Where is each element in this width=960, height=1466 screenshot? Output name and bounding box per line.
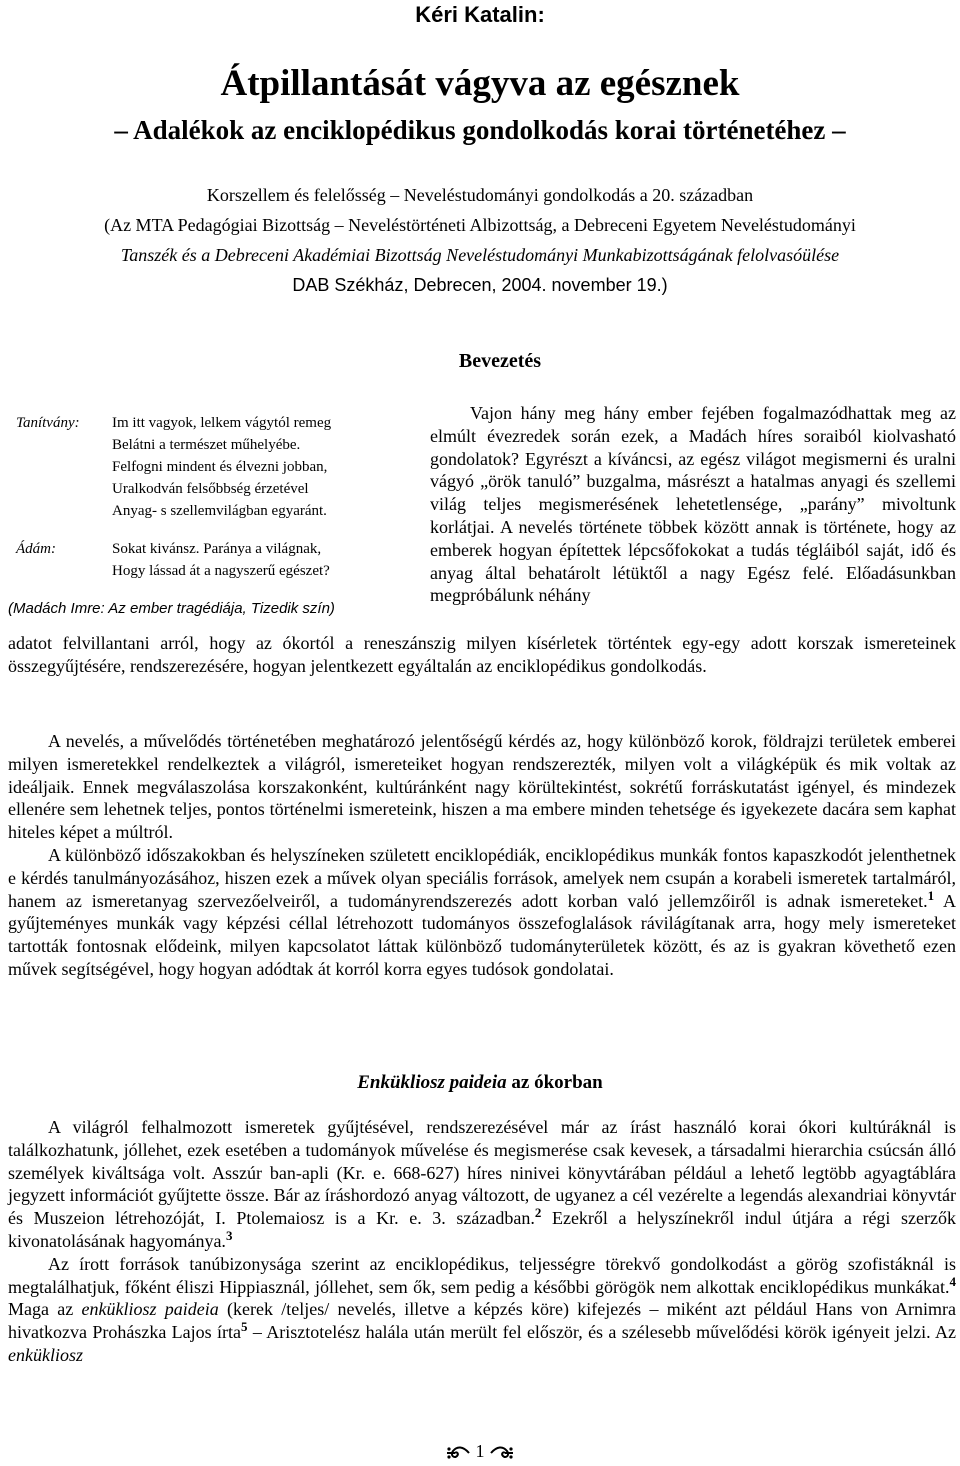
source-line-2: (Az MTA Pedagógiai Bizottság – Neveléstörténeti Albizottság, a Debreceni Egyetem Neveléstudományi <box>104 215 856 235</box>
source-line-1: Korszellem és felelősség – Neveléstudományi gondolkodás a 20. században <box>206 185 754 205</box>
poem-line: Im itt vagyok, lelkem vágytól remeg <box>112 415 332 431</box>
poem-citation: (Madách Imre: Az ember tragédiája, Tizedik szín) <box>8 600 335 617</box>
source-line-3: Tanszék és a Debreceni Akadémiai Bizottság Neveléstudományi Munkabizottságának felolvasóülése <box>120 245 840 265</box>
poem-speaker-1: Tanítvány: <box>16 415 80 431</box>
section-heading-antiquity <box>0 1070 960 1096</box>
paragraph-4 <box>8 1253 956 1367</box>
paragraph-2-text-a: A különböző időszakokban és helyszíneken született enciklopédiák, enciklopédikus munkák fontos kapaszkodót jelenthetnek e kérdés tanulmányozásához, hiszen ezek a művek olyan speciális források, amelyek nem csupán a korabeli ismeretek tartalmáról, hanem az ismeretanyag szervezőelveiről, a tudományrendszerezés adott korban való jellemzőiről is adnak ismereteket. <box>8 844 956 911</box>
footnote-ref-4[interactable]: 4 <box>949 1273 956 1289</box>
intro-continuation-text: adatot felvillantani arról, hogy az ókortól a reneszánszig milyen kísérletek történtek egy-egy adott korszak ismereteinek összegyűjtésére, rendszerezésére, hogyan jelentkezett egyáltalán az enciklopédikus gondolkodás. <box>8 633 956 676</box>
right-ornament-icon <box>489 1444 515 1462</box>
poem-line: Sokat kivánsz. Paránya a világnak, <box>112 541 322 557</box>
paragraph-4-text-b: Maga az <box>8 1299 82 1320</box>
poem-line: Felfogni mindent és élvezni jobban, <box>112 459 328 475</box>
poem-verses-1 <box>112 412 412 522</box>
paragraph-3-text-b: Ezekről a helyszínekről indul útjára a régi szerzők kivonatolásának hagyománya. <box>8 1208 956 1251</box>
paper-subtitle: – Adalékok az enciklopédikus gondolkodás korai történetéhez – <box>114 115 846 145</box>
poem-line: Uralkodván felsőbbség érzetével <box>112 481 309 497</box>
paragraph-2 <box>8 844 956 981</box>
paragraph-3-text-a: A világról felhalmozott ismeretek gyűjtésével, rendszerezésével már az írást használó korai ókori kultúráknál is találkozhatunk, jóllehet, ezek esetében a tudományok művelése és megismerése csak kevesek, a társadalmi hierarchia csúcsán álló személyek kiváltsága volt. Asszúr ban-apli (Kr. e. 668-627) híres ninivei könyvtárában például a lehető legtöbb agyagtáblára jegyzett információt gyűjtette össze. Bár az íráshordozó anyag változott, de ugyanez a cél vezérelte a legendás alexandriai könyvtár és Muszeion létrehozóját, I. Ptolemaiosz is a Kr. e. 3. században. <box>8 1117 956 1229</box>
paragraph-2-text-b: A gyűjteményes munkák vagy képzési céllal létrehozott tudományos összefoglalások rávilágítanak arra, hogy mely ismereteket tartották fontosnak elődeink, milyen kapcsolatot láttak különböző tudományterületek között, és az is gyakran követhető ezen művek segítségével, hogy hogyan adódtak át korról korra egyes tudósok gondolatai. <box>8 890 956 979</box>
intro-continuation <box>8 632 956 678</box>
paragraph-4-term-2: enkükliosz <box>8 1344 83 1365</box>
footnote-ref-5[interactable]: 5 <box>241 1319 248 1335</box>
intro-column <box>430 402 956 607</box>
paragraph-3 <box>8 1116 956 1253</box>
paragraph-4-term: enkükliosz paideia <box>81 1299 219 1320</box>
poem-line: Hogy lássad át a nagyszerű egészet? <box>112 563 330 579</box>
paragraph-4-text-e: – Arisztotelész halála után merült fel először, és a szélesebb művelődési körök igényeit jelzi. Az <box>247 1322 956 1343</box>
body-paragraphs-2 <box>8 1116 956 1367</box>
poem-verses-2 <box>112 538 412 582</box>
body-paragraphs-1 <box>8 730 956 981</box>
paragraph-1: A nevelés, a művelődés történetében meghatározó jelentőségű kérdés az, hogy különböző korok, földrajzi területek emberei milyen ismeretekkel rendelkeztek a világról, ismereteiket hogyan rendszerezték, milyen volt a világképük és mik voltak az ideáljaik. Ennek megválaszolása korszakonként, kultúránként nagy körültekintést, sokrétű forráskutatást igényel, és mindezek ellenére sem lehetnek teljes, pontos történelmi ismereteink, hiszen a ma embere minden tehetsége és igyekezete dacára sem kaphat hiteles képet a múltról. <box>8 731 956 843</box>
section-heading-italic: Enkükliosz paideia <box>357 1072 507 1093</box>
left-ornament-icon <box>445 1444 471 1462</box>
page-footer <box>430 1440 530 1462</box>
intro-paragraph: Vajon hány meg hány ember fejében fogalmazódhattak meg az elmúlt évezredek során ezek, a Madách híres soraiból kiolvasható gondolatok? Egyrészt a kíváncsi, az egész világot megismerni és uralni vágyó „örök tanuló” buzgalma, másrészt a hatalmas anyagi és szellemi világ teljes megismerésének lehetetlensége, „parány” mivoltunk korlátjai. A nevelés története többek között annak is története, hogy az emberek hogyan építettek lépcsőfokokat a tudás tégláiból saját, idő és anyag által behatárolt létüktől a nagy Egész felé. Előadásunkban megpróbálunk néhány <box>430 403 956 606</box>
paper-title: Átpillantását vágyva az egésznek <box>220 63 740 104</box>
page-number: 1 <box>475 1441 485 1461</box>
author-name: Kéri Katalin: <box>415 2 545 27</box>
paragraph-4-text-a: Az írott források tanúbizonysága szerint az enciklopédikus, teljességre törekvő gondolkodást a görög szofistáknál is megtalálhatjuk, főként éliszi Hippiasznál, jóllehet, sem ők, sem pedig a későbbi görögök nem alkottak enciklopédikus munkákat. <box>8 1253 956 1297</box>
section-heading-rest: az ókorban <box>506 1072 603 1093</box>
footnote-ref-2[interactable]: 2 <box>534 1205 542 1221</box>
paragraph-4-text-d: (kerek /teljes/ nevelés, illetve a képzés köre) kifejezés – miként azt például Hans von Arnimra hivatkozva Prohászka Lajos írta <box>8 1299 956 1343</box>
poem-line: Belátni a természet műhelyébe. <box>112 437 301 453</box>
source-line-4: DAB Székház, Debrecen, 2004. november 19.) <box>292 275 668 295</box>
source-note <box>10 180 950 300</box>
poem-line: Anyag- s szellemvilágban egyaránt. <box>112 503 327 519</box>
footnote-ref-1[interactable]: 1 <box>927 887 935 903</box>
section-heading-intro: Bevezetés <box>458 350 542 372</box>
footnote-ref-3[interactable]: 3 <box>225 1227 233 1243</box>
poem-speaker-2: Ádám: <box>16 541 56 557</box>
